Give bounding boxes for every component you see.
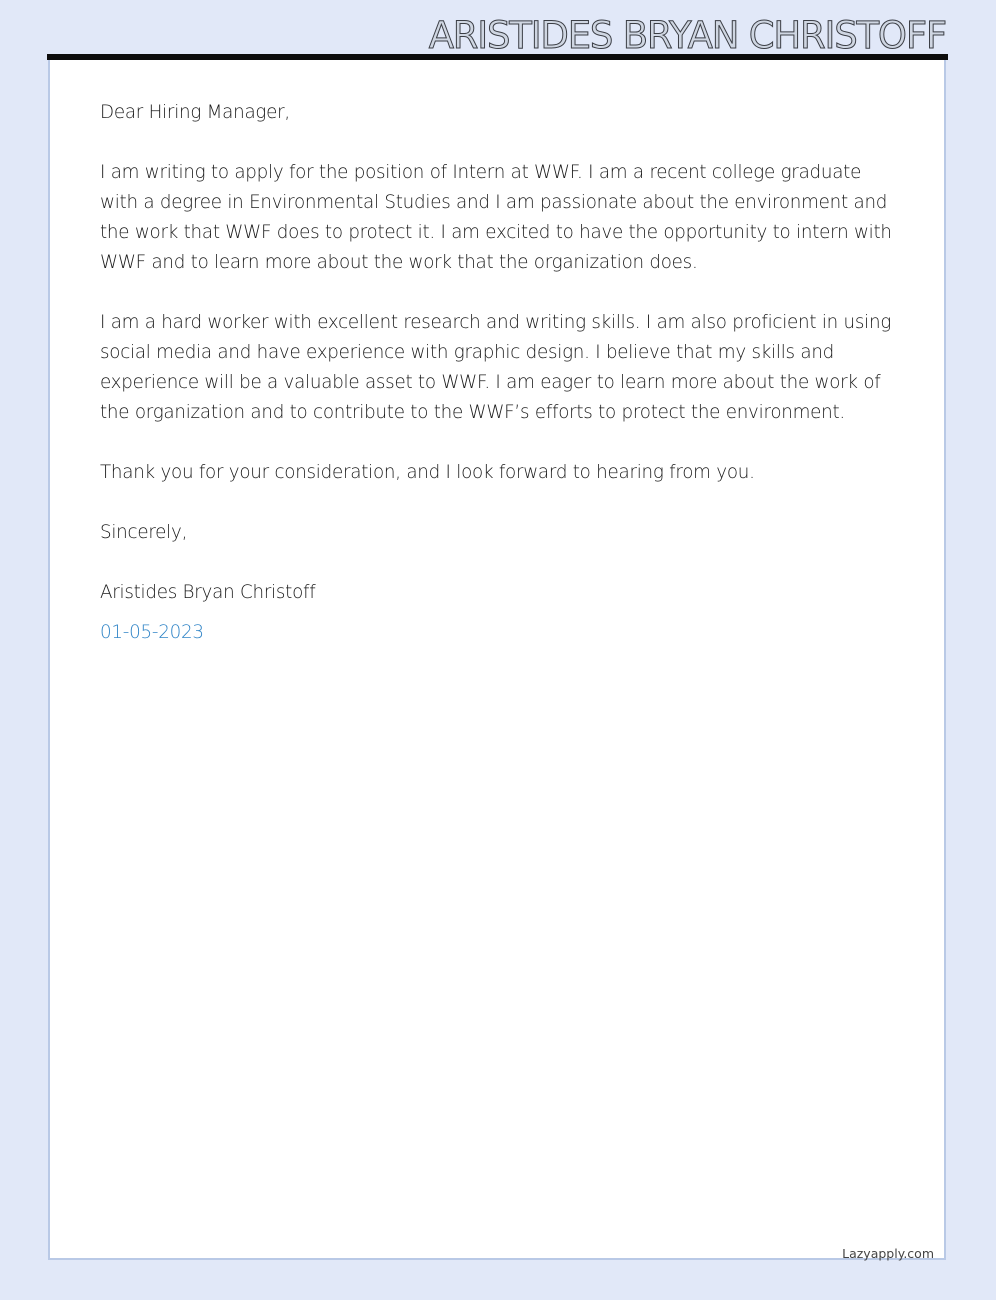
letter-date: 01-05-2023 [100,622,204,643]
letter-paragraph: Thank you for your consideration, and I look forward to hearing from you. [100,462,755,483]
letter-paragraph: I am writing to apply for the position of Intern at WWF. I am a recent college graduate with a degree in Environmental Studies and I am passionate about the environment and the work that WWF does to protect it. I am excited to have the opportunity to intern with WWF and to learn more about the work that the organization does. [100,162,892,273]
applicant-name-heading: ARISTIDES BRYAN CHRISTOFF [428,14,946,57]
letter-closing: Sincerely, [100,522,188,543]
cover-letter-body [100,98,900,648]
letter-paragraph: I am a hard worker with excellent research and writing skills. I am also proficient in using social media and have experience with graphic design. I believe that my skills and experience will be a valuable asset to WWF. I am eager to learn more about the work of the organization and to contribute to the WWF’s efforts to protect the environment. [100,312,892,423]
letter-signature: Aristides Bryan Christoff [100,582,316,603]
letter-greeting: Dear Hiring Manager, [100,102,290,123]
lazyapply-watermark: Lazyapply.com [842,1246,934,1261]
